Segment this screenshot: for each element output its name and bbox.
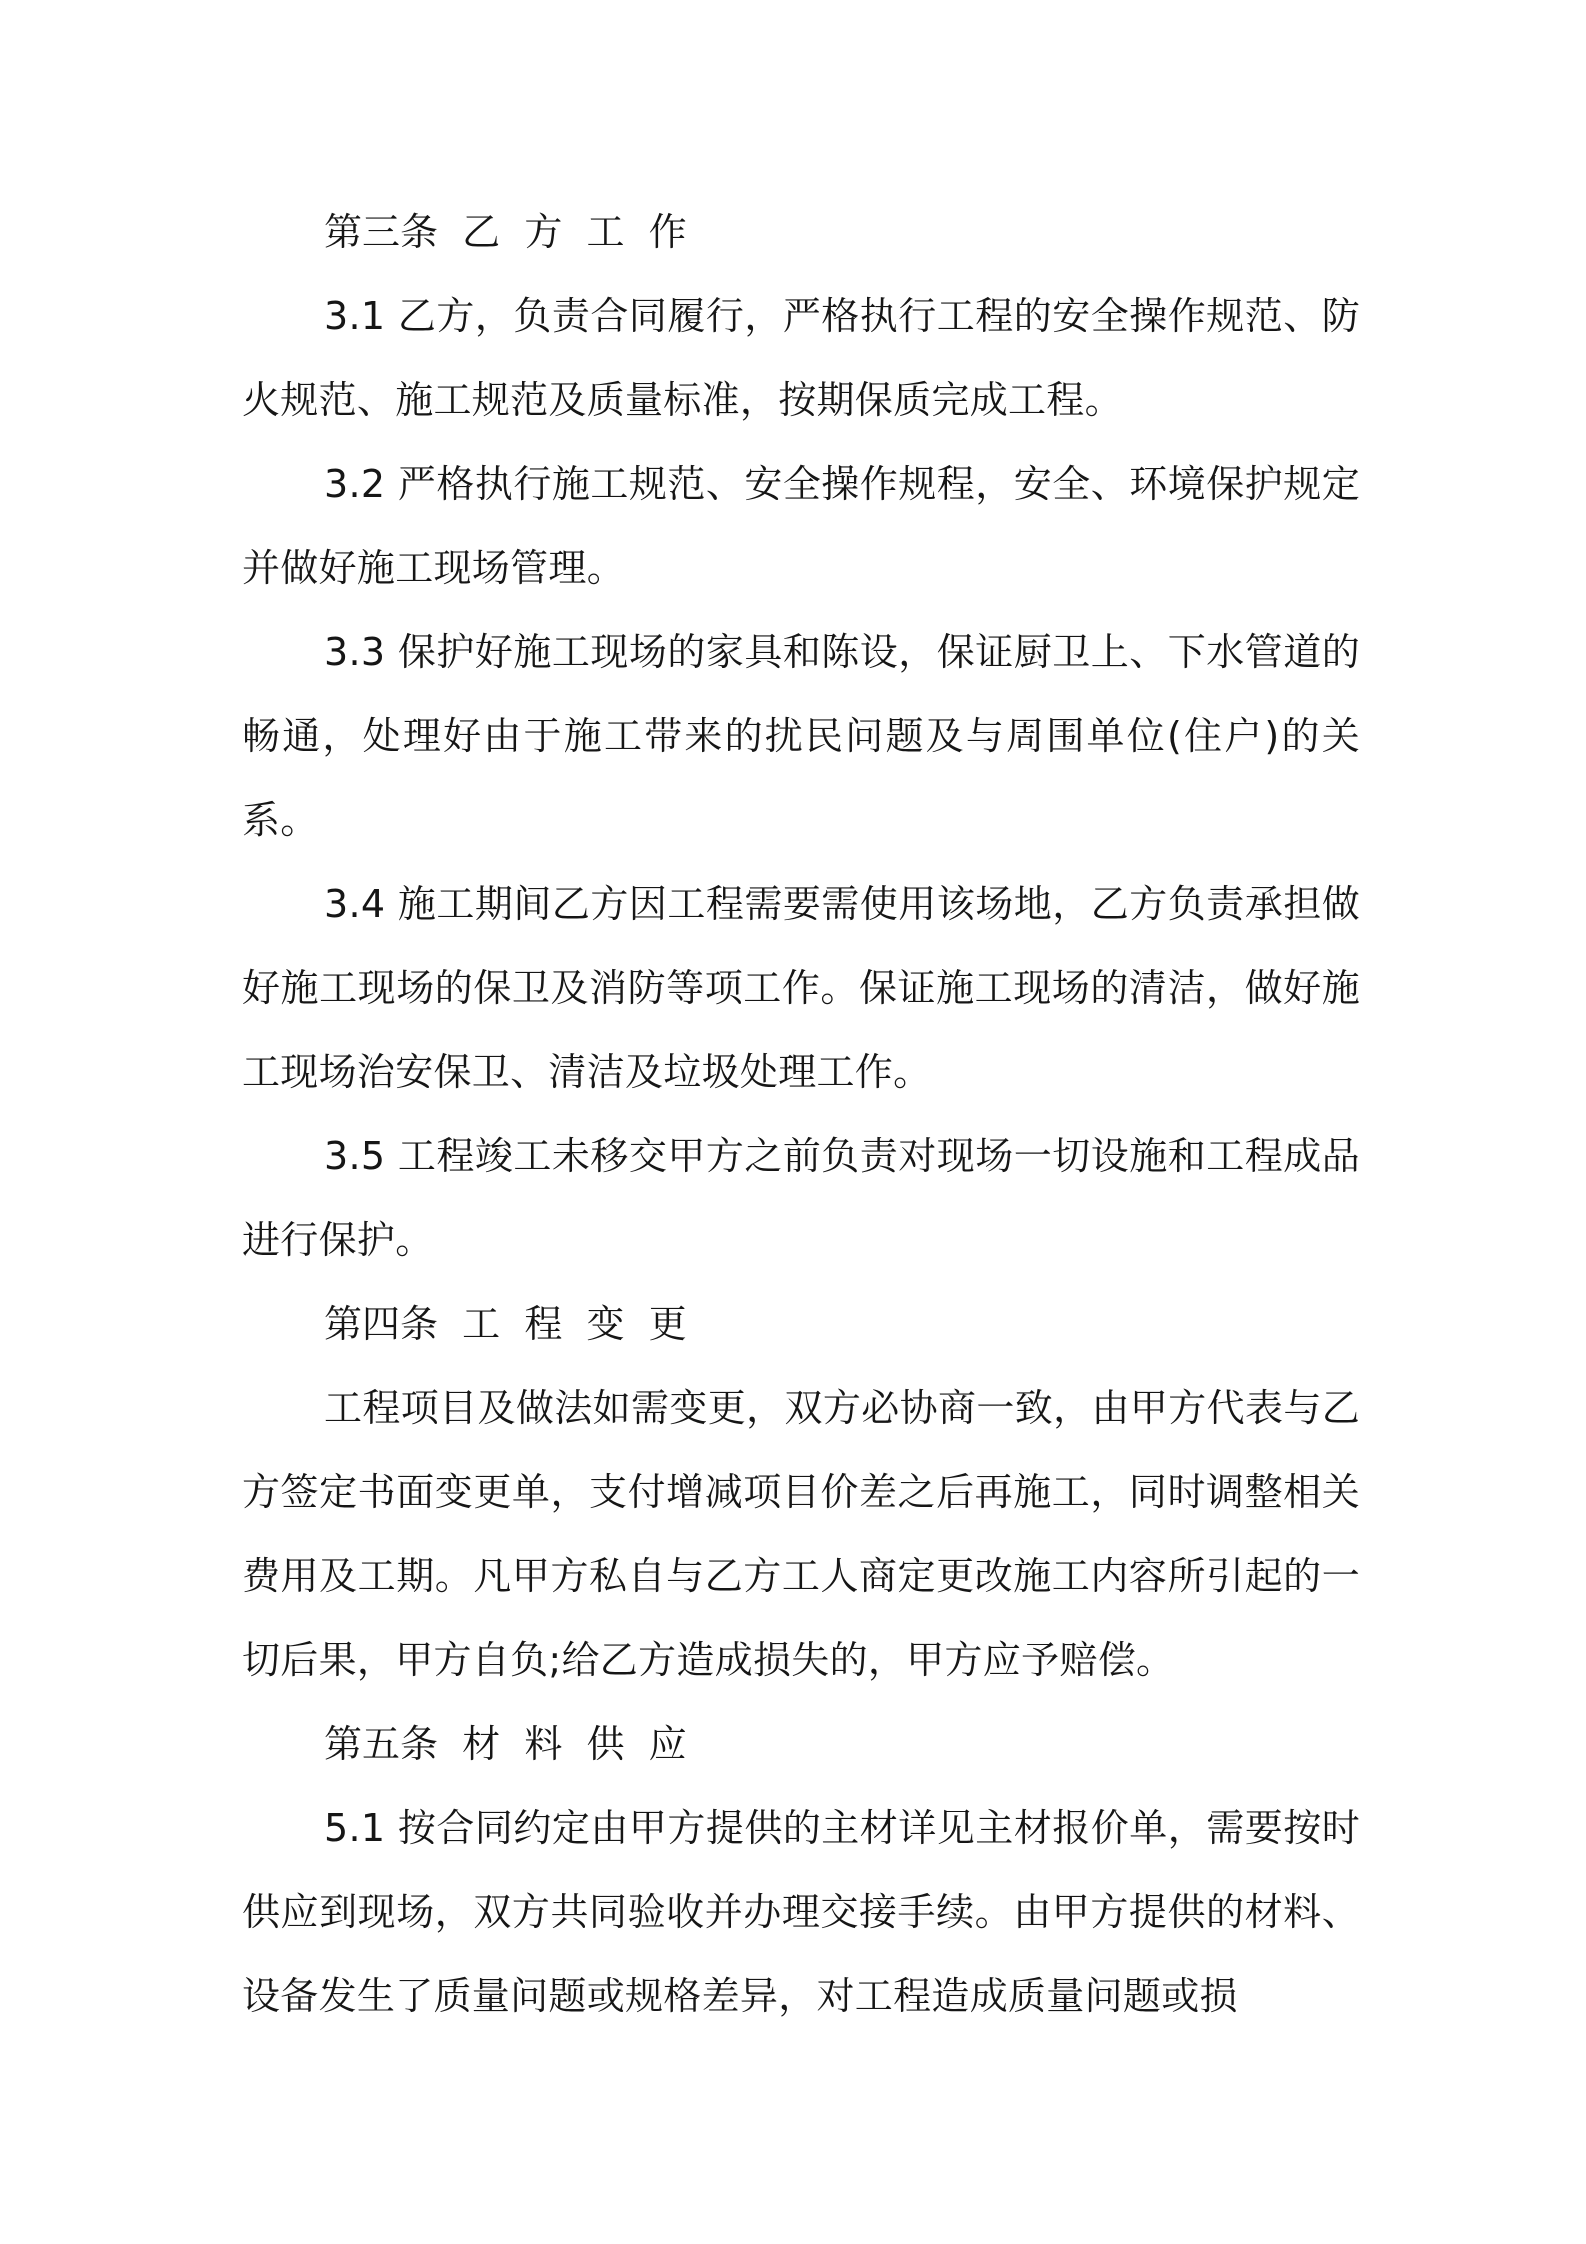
clause-3-4: 3.4 施工期间乙方因工程需要需使用该场地，乙方负责承担做好施工现场的保卫及消防等项工作。保证施工现场的清洁，做好施工现场治安保卫、清洁及垃圾处理工作。 bbox=[242, 882, 1360, 1094]
clause-3-5: 3.5 工程竣工未移交甲方之前负责对现场一切设施和工程成品进行保护。 bbox=[242, 1134, 1360, 1262]
clause-3-2: 3.2 严格执行施工规范、安全操作规程，安全、环境保护规定并做好施工现场管理。 bbox=[242, 462, 1360, 590]
section-heading-5: 第五条 材 料 供 应 bbox=[324, 1722, 687, 1766]
clause-4-body: 工程项目及做法如需变更，双方必协商一致，由甲方代表与乙方签定书面变更单，支付增减项目价差之后再施工，同时调整相关费用及工期。凡甲方私自与乙方工人商定更改施工内容所引起的一切后果，甲方自负;给乙方造成损失的，甲方应予赔偿。 bbox=[242, 1386, 1360, 1682]
section-heading-4: 第四条 工 程 变 更 bbox=[324, 1302, 687, 1346]
clause-5-1: 5.1 按合同约定由甲方提供的主材详见主材报价单，需要按时供应到现场，双方共同验收并办理交接手续。由甲方提供的材料、设备发生了质量问题或规格差异，对工程造成质量问题或损 bbox=[242, 1806, 1360, 2018]
document-body bbox=[242, 190, 1360, 2038]
clause-3-3: 3.3 保护好施工现场的家具和陈设，保证厨卫上、下水管道的畅通，处理好由于施工带来的扰民问题及与周围单位(住户)的关系。 bbox=[242, 630, 1360, 842]
section-heading-3: 第三条 乙 方 工 作 bbox=[324, 210, 687, 254]
clause-3-1: 3.1 乙方，负责合同履行，严格执行工程的安全操作规范、防火规范、施工规范及质量标准，按期保质完成工程。 bbox=[242, 294, 1360, 422]
